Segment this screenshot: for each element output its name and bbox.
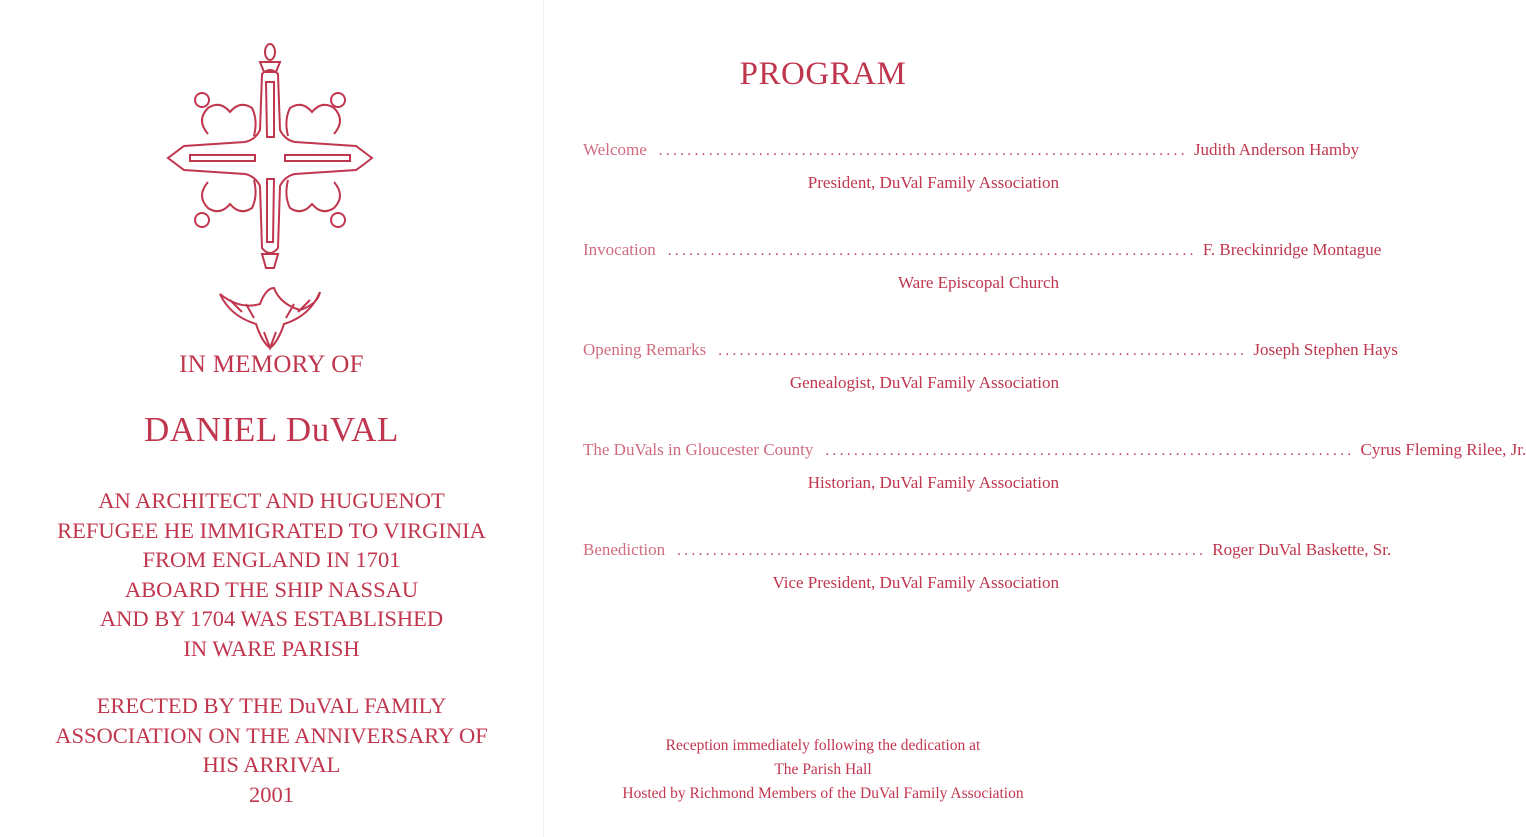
entry-label: Benediction [583,540,666,559]
leader-dots: .......................................................................... [658,143,1188,159]
erected-by-text [0,691,543,809]
entry-speaker: Roger DuVal Baskette, Sr. [1212,540,1392,559]
program-entry [583,240,1382,293]
entry-label: Opening Remarks [583,340,707,359]
entry-role: Historian, DuVal Family Association [807,473,1059,492]
program-entry [583,540,1392,593]
entry-label: Invocation [583,240,656,259]
erected-line: HIS ARRIVAL [202,752,341,777]
reception-line: The Parish Hall [774,761,872,778]
memorial-panel [0,0,543,837]
bio-line: AN ARCHITECT AND HUGUENOT [98,488,445,513]
bio-line: ABOARD THE SHIP NASSAU [124,576,419,602]
leader-dots: .......................................................................... [667,243,1197,259]
entry-role: Vice President, DuVal Family Association [772,573,1059,592]
bio-line: FROM ENGLAND IN 1701 [142,547,401,572]
entry-role: Genealogist, DuVal Family Association [789,373,1059,392]
leader-dots: .......................................................................... [825,443,1355,459]
leader-dots: .......................................................................... [677,543,1207,559]
reception-note [573,734,1073,806]
honoree-name: DANIEL DuVAL [143,410,400,449]
program-title: PROGRAM [739,56,907,92]
entry-label: Welcome [583,140,647,159]
bio-line: IN WARE PARISH [183,635,360,661]
erected-line: ERECTED BY THE DuVAL FAMILY [96,693,447,718]
bio-line: REFUGEE HE IMMIGRATED TO VIRGINIA [57,517,486,543]
entry-speaker: Cyrus Fleming Rilee, Jr. [1360,440,1526,459]
biography-text [0,486,543,663]
entry-role: Ware Episcopal Church [897,273,1059,292]
entry-role: President, DuVal Family Association [807,173,1059,192]
in-memory-heading: IN MEMORY OF [179,351,364,378]
bio-line: AND BY 1704 WAS ESTABLISHED [99,606,444,631]
program-entry [583,440,1526,493]
reception-line: Reception immediately following the dedication at [665,737,981,754]
entry-speaker: Joseph Stephen Hays [1253,340,1398,359]
program-entry [583,340,1398,393]
reception-line: Hosted by Richmond Members of the DuVal Family Association [622,785,1024,802]
entry-speaker: Judith Anderson Hamby [1193,140,1360,159]
erected-line: ASSOCIATION ON THE ANNIVERSARY OF [55,722,488,748]
entry-speaker: F. Breckinridge Montague [1202,240,1382,259]
entry-label: The DuVals in Gloucester County [583,440,814,459]
program-entry [583,140,1360,193]
program-panel [543,0,1526,837]
huguenot-cross-with-dove-icon [150,42,390,354]
leader-dots: .......................................................................... [718,343,1248,359]
erected-year: 2001 [249,781,294,807]
